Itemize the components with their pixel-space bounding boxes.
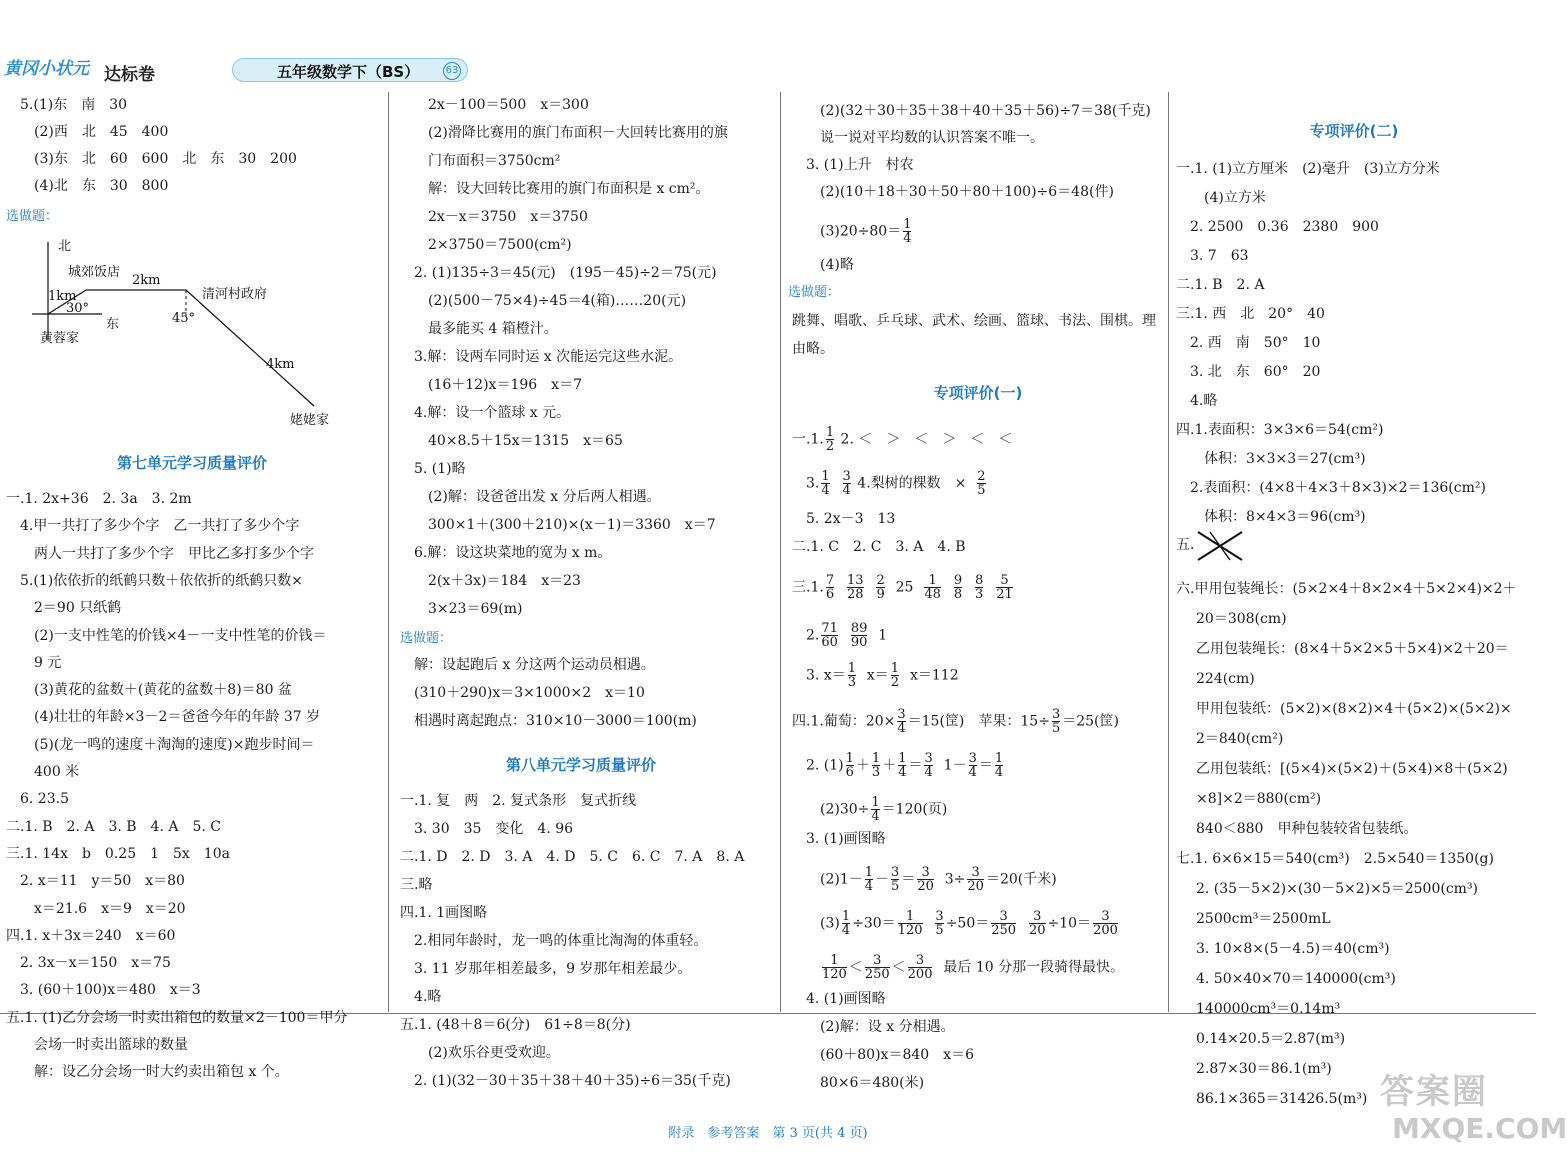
answer-line: 400 米 [34, 764, 80, 780]
answer-line: 2. 西 南 50° 10 [1190, 335, 1321, 351]
column-divider [388, 92, 389, 1012]
column-1 [6, 96, 378, 1119]
watermark-logo: 答案圈 [1380, 1072, 1488, 1112]
answer-line: 224(cm) [1196, 671, 1255, 687]
answer-line: 2. (1)(32－30＋35＋38＋40＋35)÷6＝35(千克) [414, 1073, 731, 1089]
distance-label: 4km [266, 357, 295, 372]
book-title: 五年级数学下（BS） [277, 63, 420, 81]
answer-line: (3)20÷80＝ $\frac{1}{4}$ [820, 217, 912, 246]
answer-line: 9 元 [34, 654, 62, 671]
answer-line: 5. (1)略 [414, 461, 466, 477]
answer-line: (2)解：设爸爸出发 x 分后两人相遇。 [428, 489, 661, 505]
answer-line: 3. 30 35 变化 4. 96 [414, 821, 574, 837]
answer-line: (2)(10＋18＋30＋50＋80＋100)÷6＝48(件) [820, 184, 1114, 200]
answer-line: 3.解：设两车同时运 x 次能运完这些水泥。 [414, 349, 683, 365]
answer-line: 3. 10×8×(5－4.5)＝40(cm³) [1196, 941, 1390, 957]
answer-line: 一.1. 2x+36 2. 3a 3. 2m [6, 491, 192, 507]
column-divider [1168, 92, 1169, 1012]
answer-line: 2.相同年龄时，龙一鸣的体重比淘淘的体重轻。 [414, 933, 708, 949]
answer-line: 乙用包装绳长：(8×4＋5×2×5＋5×4)×2＋20＝ [1196, 641, 1509, 657]
answer-line: 3. 北 东 60° 20 [1190, 364, 1321, 380]
destination-label: 姥姥家 [290, 413, 330, 428]
answer-line: (2)欢乐谷更受欢迎。 [428, 1045, 560, 1061]
answer-line: 2. (1)135÷3＝45(元) (195－45)÷2＝75(元) [414, 265, 717, 281]
title-ribbon [232, 58, 468, 82]
answer-line: (4)立方米 [1204, 190, 1266, 206]
answer-line: 四.1.葡萄：20× $\frac{3}{4}$ ＝15(筐) 苹果：15÷ $\frac{3}{5}$ ＝25(筐) [792, 707, 1119, 736]
answer-line: 3. (1)画图略 [806, 831, 886, 847]
answer-line: 说一说对平均数的认识答案不唯一。 [820, 130, 1044, 146]
angle-label: 30° [66, 301, 90, 316]
answer-line: 840＜880 甲种包装较省包装纸。 [1196, 821, 1418, 837]
answer-line: 2. $\frac{71}{60}$ $\frac{89}{90}$ 1 [806, 621, 888, 650]
brand-subtitle: 达标卷 [104, 65, 155, 85]
match-line [1210, 532, 1230, 560]
answer-line: 2. 3x－x＝150 x＝75 [20, 955, 171, 972]
answer-line: 140000cm³＝0.14m³ [1196, 1001, 1341, 1017]
answer-line: (3) $\frac{1}{4}$ ÷30＝ $\frac{1}{120}$ $\frac{3}{5}$ ÷50＝ $\frac{3}{250}$ $\frac{3}{20}$ ÷10＝ $\frac{3}{200}$ [820, 909, 1118, 938]
answer-line: 体积：3×3×3＝27(cm³) [1204, 451, 1366, 467]
answer-line: 4.略 [414, 989, 442, 1005]
answer-line: 2×3750＝7500(cm²) [428, 237, 572, 253]
answer-line: $\frac{1}{120}$ ＜ $\frac{3}{250}$ ＜ $\frac{3}{200}$ 最后 10 分那一段骑得最快。 [822, 953, 1125, 982]
answer-line: 2(x＋3x)＝184 x＝23 [428, 573, 581, 589]
direction-map [22, 228, 362, 428]
watermark-url: MXQE.COM [1392, 1112, 1567, 1145]
answer-line: (2)30÷ $\frac{1}{4}$ ＝120(页) [820, 795, 948, 824]
answer-line: 一.1. $\frac{1}{2}$ 2. ＜ ＞ ＜ ＞ ＜ ＜ [792, 425, 1013, 454]
answer-line: 80×6＝480(米) [820, 1075, 925, 1091]
answer-line: (310＋290)x＝3×1000×2 x＝10 [414, 685, 645, 701]
answer-line: 六.甲用包装绳长：(5×2×4＋8×2×4＋5×2×4)×2＋ [1176, 581, 1517, 597]
home-label: 黄蓉家 [40, 331, 80, 346]
answer-line: 3. (60＋100)x＝480 x＝3 [20, 982, 201, 999]
answer-line: 三.1. 14x b 0.25 1 5x 10a [6, 845, 230, 862]
answer-line: 二.1. B 2. A [1176, 277, 1265, 293]
answer-line: 体积：8×4×3＝96(cm³) [1204, 509, 1366, 525]
answer-line: (4)略 [820, 257, 854, 273]
answer-line: 86.1×365＝31426.5(m³) [1196, 1091, 1368, 1107]
answer-line: 解：设乙分会场一时大约卖出箱包 x 个。 [34, 1064, 289, 1081]
answer-line: 2. x＝11 y＝50 x＝80 [20, 873, 185, 890]
optional-label: 选做题： [400, 631, 453, 646]
answer-line: 四.1. 1画图略 [400, 905, 488, 921]
answer-line: 2500cm³＝2500mL [1196, 911, 1331, 927]
answer-line: (2)解：设 x 分相遇。 [820, 1019, 955, 1035]
answer-line: (4)北 东 30 800 [34, 178, 169, 194]
answer-line: (16＋12)x＝196 x＝7 [428, 377, 582, 393]
answer-line: 2.87×30＝86.1(m³) [1196, 1061, 1332, 1077]
answer-line: 4.略 [1190, 393, 1218, 409]
answer-line: 4.解：设一个篮球 x 元。 [414, 405, 571, 421]
answer-line: 3. (1)上升 村农 [806, 157, 914, 173]
route-segment [186, 290, 314, 406]
answer-line: 3. 7 63 [1190, 248, 1249, 264]
answer-line: 6.解：设这块菜地的宽为 x m。 [414, 545, 612, 561]
answer-line: (2)1－ $\frac{1}{4}$ － $\frac{3}{5}$ ＝ $\frac{3}{20}$ 3÷ $\frac{3}{20}$ ＝20(千米) [820, 865, 1057, 894]
distance-label: 1km [48, 289, 77, 304]
answer-line: 5.(1)依依折的纸鹤只数＋依依折的纸鹤只数× [20, 572, 303, 589]
answer-line: 2. 2500 0.36 2380 900 [1190, 219, 1379, 235]
page-header [0, 50, 480, 90]
north-label: 北 [58, 239, 72, 254]
answer-line: 三.1. 西 北 20° 40 [1176, 306, 1325, 322]
page-number-badge: 63 [443, 62, 461, 80]
optional-label: 选做题： [6, 209, 59, 224]
answer-line: 会场一时卖出篮球的数量 [34, 1037, 188, 1053]
answer-line: 五.1. (48＋8＝6(分) 61÷8＝8(分) [400, 1017, 631, 1033]
answer-line: 2.表面积：(4×8＋4×3＋8×3)×2＝136(cm²) [1190, 480, 1486, 496]
answer-line: 2＝90 只纸鹤 [34, 600, 122, 617]
column-3 [788, 96, 1164, 1119]
answer-line: 五. [1176, 537, 1195, 553]
answer-line: 5.(1)东 南 30 [20, 97, 128, 113]
answer-line: 四.1.表面积：3×3×6＝54(cm²) [1176, 422, 1384, 438]
answer-line: 二.1. D 2. D 3. A 4. D 5. C 6. C 7. A 8. A [400, 849, 745, 865]
answer-line: x＝21.6 x＝9 x＝20 [34, 900, 186, 917]
answer-line: 4. (1)画图略 [806, 991, 886, 1007]
answer-line: 5. 2x－3 13 [806, 511, 896, 527]
answer-line: 相遇时离起跑点：310×10－3000＝100(m) [414, 713, 697, 729]
answer-line: ×8]×2＝880(cm²) [1196, 791, 1322, 807]
answer-line: (5)(龙一鸣的速度＋淘淘的速度)×跑步时间＝ [34, 736, 315, 753]
answer-line: 二.1. C 2. C 3. A 4. B [792, 539, 966, 555]
fraction: $\frac{1}{4}$ [903, 217, 912, 246]
column-divider [780, 92, 781, 1012]
answer-line: (4)壮壮的年龄×3－2＝爸爸今年的年龄 37 岁 [34, 709, 321, 726]
answer-line: 4. 50×40×70＝140000(cm³) [1196, 971, 1396, 987]
answer-line: 3. 11 岁那年相差最多，9 岁那年相差最少。 [414, 961, 692, 977]
answer-line: 40×8.5＋15x＝1315 x＝65 [428, 433, 623, 449]
answer-line: 乙用包装纸：[(5×4)×(5×2)＋(5×4)×8＋(5×2) [1196, 761, 1508, 777]
answer-line: (2)(32＋30＋35＋38＋40＋35＋56)÷7＝38(千克) [820, 103, 1151, 119]
answer-line: 门布面积＝3750cm² [428, 153, 561, 169]
answer-line: 0.14×20.5＝2.87(m³) [1196, 1031, 1346, 1047]
answer-line: 2x－100＝500 x＝300 [428, 97, 589, 113]
answer-line: 七.1. 6×6×15＝540(cm³) 2.5×540＝1350(g) [1176, 851, 1494, 867]
hotel-label: 城郊饭店 [68, 265, 121, 280]
answer-line: 一.1. 复 两 2. 复式条形 复式折线 [400, 793, 637, 809]
answer-line: 由略。 [792, 341, 834, 357]
answer-line: (60＋80)x＝840 x＝6 [820, 1047, 974, 1063]
answer-line: 五.1. (1)乙分会场一时卖出箱包的数量×2－100＝甲分 [6, 1009, 348, 1026]
village-gov-label: 清河村政府 [202, 287, 268, 302]
east-label: 东 [106, 317, 120, 332]
answer-line: 三.1. $\frac{7}{6}$ $\frac{13}{28}$ $\frac{2}{9}$ 25 $\frac{1}{48}$ $\frac{9}{8}$ $\frac{8}{3}$ $\frac{5}{21}$ [792, 573, 1013, 602]
answer-line: 2x－x＝3750 x＝3750 [428, 209, 588, 225]
optional-label: 选做题： [788, 285, 841, 300]
answer-line: 两人一共打了多少个字 甲比乙多打多少个字 [34, 545, 314, 562]
page-footer: 附录 参考答案 第 3 页(共 4 页) [668, 1126, 868, 1141]
answer-line: (2)一支中性笔的价钱×4－一支中性笔的价钱＝ [34, 627, 327, 644]
answer-line: (3)黄花的盆数＋(黄花的盆数＋8)＝80 盆 [34, 682, 292, 699]
answer-line: 解：设起跑后 x 分这两个运动员相遇。 [414, 657, 655, 673]
brand-logo: 黄冈小状元 [4, 59, 89, 79]
answer-line: 解：设大回转比赛用的旗门布面积是 x cm²。 [428, 181, 710, 197]
answer-line: 甲用包装纸：(5×2)×(8×2)×4＋(5×2)×(5×2)× [1196, 701, 1512, 717]
section-title: 第七单元学习质量评价 [116, 454, 267, 472]
column-4 [1176, 96, 1532, 1119]
answer-line: 四.1. x＋3x＝240 x＝60 [6, 927, 176, 944]
answer-line: 20＝308(cm) [1196, 611, 1287, 627]
distance-label: 2km [132, 273, 161, 288]
answer-line: 三.略 [400, 877, 433, 893]
section-title: 专项评价(一) [933, 384, 1023, 402]
answer-line: 300×1＋(300＋210)×(x－1)＝3360 x＝7 [428, 517, 716, 533]
answer-line: 跳舞、唱歌、乒乓球、武术、绘画、篮球、书法、围棋。理 [792, 313, 1156, 329]
answer-line: (2)西 北 45 400 [34, 124, 169, 140]
answer-line: (2)滑降比赛用的旗门布面积－大回转比赛用的旗 [428, 125, 728, 141]
answer-line: 3×23＝69(m) [428, 601, 523, 617]
answer-line: 6. 23.5 [20, 791, 69, 808]
answer-line: 4.甲一共打了多少个字 乙一共打了多少个字 [20, 518, 300, 535]
answer-line: 二.1. B 2. A 3. B 4. A 5. C [6, 818, 221, 835]
answer-line: 2. (1) $\frac{1}{6}$ ＋ $\frac{1}{3}$ ＋ $\frac{1}{4}$ ＝ $\frac{3}{4}$ 1－ $\frac{3}{4}$ ＝ $\frac{1}{4}$ [806, 751, 1004, 780]
column-2 [400, 96, 762, 1119]
section-title: 第八单元学习质量评价 [505, 756, 656, 774]
answer-line: (3)东 北 60 600 北 东 30 200 [34, 151, 297, 167]
answer-line: (2)(500－75×4)÷45＝4(箱)……20(元) [428, 293, 687, 309]
matching-lines [1196, 528, 1246, 564]
answer-line: 一.1. (1)立方厘米 (2)毫升 (3)立方分米 [1176, 161, 1440, 177]
angle-label: 45° [172, 311, 196, 326]
answer-line: 3. x＝ $\frac{1}{3}$ x＝ $\frac{1}{2}$ x＝112 [806, 661, 959, 690]
answer-line: 最多能买 4 箱橙汁。 [428, 321, 558, 337]
section-title: 专项评价(二) [1309, 122, 1399, 140]
answer-line: 2＝840(cm²) [1196, 731, 1284, 747]
answer-line: 3. $\frac{1}{4}$ $\frac{3}{4}$ 4.梨树的棵数 × $\frac{2}{5}$ [806, 469, 986, 498]
answer-line: 2. (35－5×2)×(30－5×2)×5＝2500(cm³) [1196, 881, 1479, 897]
